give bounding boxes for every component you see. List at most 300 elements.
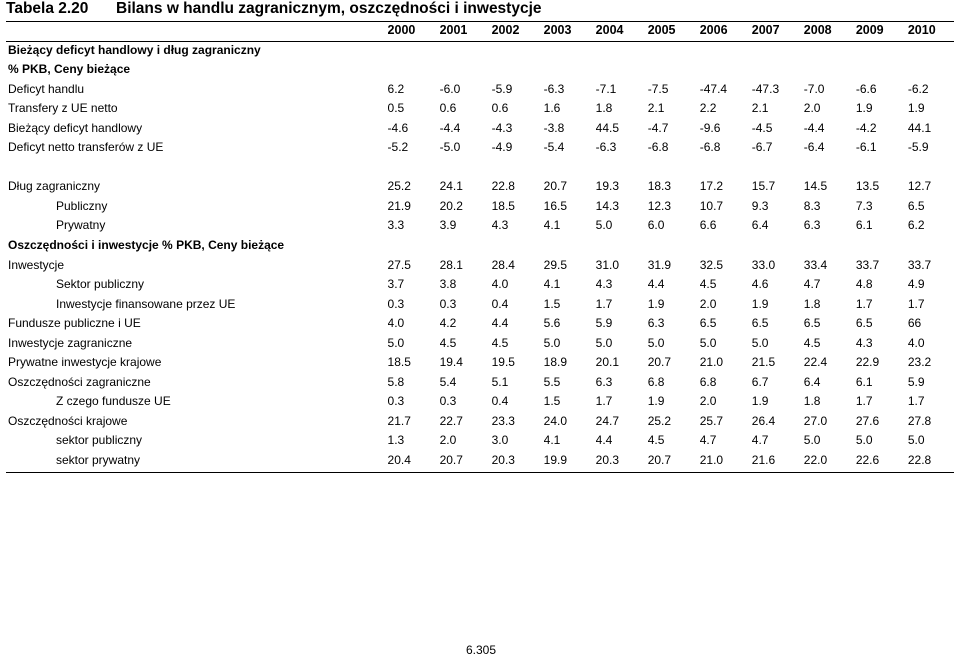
value-cell: 6.5 [907, 198, 925, 213]
value-cell: 12.7 [907, 179, 932, 194]
value-cell: -9.6 [699, 120, 721, 135]
value-cell: 4.4 [595, 433, 613, 448]
year-header-2010: 2010 [907, 23, 936, 37]
value-cell: 3.3 [387, 218, 405, 233]
value-cell: 6.3 [803, 218, 821, 233]
value-cell: 20.4 [387, 453, 411, 468]
table-row [8, 119, 960, 139]
value-cell: 6.4 [803, 374, 821, 389]
value-cell [700, 41, 752, 61]
data-table [8, 21, 960, 471]
value-cell: -4.6 [387, 120, 409, 135]
value-cell: 1.9 [855, 101, 873, 116]
value-cell: 4.0 [491, 277, 509, 292]
value-cell: 24.1 [439, 179, 463, 194]
value-cell [856, 236, 908, 256]
value-cell [908, 41, 960, 61]
value-cell: 4.2 [439, 316, 457, 331]
value-cell: -4.2 [855, 120, 877, 135]
value-cell: 33.0 [751, 257, 776, 272]
value-cell: 5.0 [751, 335, 769, 350]
value-cell: 4.7 [751, 433, 769, 448]
value-cell: -6.3 [595, 140, 617, 155]
value-cell [596, 158, 648, 178]
value-cell: 31.9 [647, 257, 672, 272]
value-cell: 2.1 [751, 101, 769, 116]
value-cell: -5.0 [439, 140, 461, 155]
value-cell: 1.7 [855, 394, 873, 409]
value-cell: 6.2 [387, 81, 405, 96]
value-cell: -4.7 [647, 120, 669, 135]
value-cell: 20.7 [647, 355, 672, 370]
year-header-2009: 2009 [855, 23, 884, 37]
value-cell: 18.9 [543, 355, 567, 370]
value-cell: 14.5 [803, 179, 828, 194]
value-cell [856, 41, 908, 61]
value-cell: 6.3 [647, 316, 665, 331]
bottom-rule [6, 472, 954, 473]
value-cell [648, 60, 700, 80]
value-cell: 21.5 [751, 355, 776, 370]
value-cell [648, 236, 700, 256]
value-cell: 25.2 [647, 413, 672, 428]
year-header-2002: 2002 [491, 23, 520, 37]
value-cell: 44.1 [907, 120, 932, 135]
value-cell: 33.7 [855, 257, 880, 272]
value-cell [804, 60, 856, 80]
value-cell: -6.0 [439, 81, 461, 96]
value-cell [908, 158, 960, 178]
value-cell [752, 60, 804, 80]
value-cell [544, 60, 596, 80]
value-cell: 0.5 [387, 101, 405, 116]
value-cell: 18.3 [647, 179, 672, 194]
value-cell: 1.8 [803, 296, 821, 311]
value-cell: 8.3 [803, 198, 821, 213]
value-cell: -4.4 [803, 120, 825, 135]
value-cell: -4.5 [751, 120, 773, 135]
value-cell [752, 41, 804, 61]
value-cell: 4.1 [543, 277, 561, 292]
value-cell: 14.3 [595, 198, 620, 213]
value-cell: -4.9 [491, 140, 513, 155]
value-cell: 23.3 [491, 413, 515, 428]
value-cell: 2.2 [699, 101, 717, 116]
value-cell: 4.7 [803, 277, 821, 292]
value-cell: -6.6 [855, 81, 877, 96]
value-cell: -4.4 [439, 120, 461, 135]
value-cell: 15.7 [751, 179, 776, 194]
row-label: Inwestycje finansowane przez UE [56, 296, 236, 311]
year-header-2003: 2003 [543, 23, 572, 37]
value-cell: 4.7 [699, 433, 717, 448]
table-body [8, 41, 960, 471]
page-number: 6.305 [466, 643, 497, 657]
value-cell: -7.5 [647, 81, 669, 96]
value-cell: 22.7 [439, 413, 463, 428]
table-title [6, 0, 542, 18]
value-cell: 1.9 [647, 394, 665, 409]
table-row [8, 334, 960, 354]
value-cell: 19.3 [595, 179, 620, 194]
row-label: Prywatne inwestycje krajowe [8, 355, 162, 370]
table-row [8, 431, 960, 451]
value-cell: 0.3 [439, 394, 457, 409]
value-cell: 1.6 [543, 101, 561, 116]
value-cell: -7.1 [595, 81, 617, 96]
value-cell: 5.8 [387, 374, 405, 389]
table-row [8, 392, 960, 412]
value-cell [908, 60, 960, 80]
value-cell: 3.8 [439, 277, 457, 292]
year-header-2008: 2008 [803, 23, 832, 37]
value-cell: 5.0 [387, 335, 405, 350]
value-cell [492, 158, 544, 178]
value-cell: 23.2 [907, 355, 932, 370]
value-cell: 4.5 [439, 335, 457, 350]
value-cell: 1.7 [855, 296, 873, 311]
row-label: Bieżący deficyt handlowy i dług zagraniczny [8, 42, 261, 57]
table-row [8, 256, 960, 276]
table-row [8, 197, 960, 217]
value-cell: 22.4 [803, 355, 828, 370]
value-cell: 6.2 [907, 218, 925, 233]
value-cell: -5.9 [907, 140, 929, 155]
value-cell: 1.8 [595, 101, 613, 116]
value-cell: -5.2 [387, 140, 409, 155]
value-cell: 4.3 [855, 335, 873, 350]
value-cell: -47.3 [751, 81, 780, 96]
value-cell: 4.1 [543, 433, 561, 448]
value-cell: 21.7 [387, 413, 411, 428]
value-cell: 27.6 [855, 413, 880, 428]
value-cell: 5.0 [855, 433, 873, 448]
value-cell: 28.1 [439, 257, 463, 272]
value-cell: 6.4 [751, 218, 769, 233]
value-cell: 22.8 [491, 179, 515, 194]
value-cell: -6.8 [699, 140, 721, 155]
section-row [8, 60, 960, 80]
value-cell: 27.5 [387, 257, 411, 272]
value-cell [388, 236, 440, 256]
row-label: sektor prywatny [56, 453, 141, 468]
value-cell: 28.4 [491, 257, 515, 272]
table-number: Tabela 2.20 [6, 0, 89, 17]
value-cell: 1.9 [647, 296, 665, 311]
table-row [8, 353, 960, 373]
value-cell: 1.7 [907, 394, 925, 409]
table-row [8, 138, 960, 158]
value-cell [752, 236, 804, 256]
value-cell [544, 236, 596, 256]
value-cell: 22.9 [855, 355, 880, 370]
value-cell: 6.1 [855, 218, 873, 233]
section-row [8, 236, 960, 256]
value-cell: 6.1 [855, 374, 873, 389]
value-cell: 2.0 [699, 296, 717, 311]
year-header-2000: 2000 [387, 23, 416, 37]
value-cell: -6.8 [647, 140, 669, 155]
value-cell: 22.8 [907, 453, 932, 468]
row-label: Inwestycje zagraniczne [8, 335, 133, 350]
row-label: Dług zagraniczny [8, 179, 101, 194]
value-cell: 0.4 [491, 296, 509, 311]
value-cell: 6.3 [595, 374, 613, 389]
value-cell: 3.9 [439, 218, 457, 233]
value-cell: 0.3 [387, 394, 405, 409]
value-cell [544, 41, 596, 61]
value-cell [700, 158, 752, 178]
row-label: Oszczędności zagraniczne [8, 374, 151, 389]
row-label: Sektor publiczny [56, 277, 145, 292]
value-cell [440, 236, 492, 256]
value-cell: 1.9 [751, 296, 769, 311]
value-cell [856, 158, 908, 178]
value-cell: 5.6 [543, 316, 561, 331]
value-cell: 24.0 [543, 413, 567, 428]
value-cell: 21.0 [699, 355, 724, 370]
value-cell [596, 236, 648, 256]
value-cell: -3.8 [543, 120, 565, 135]
value-cell: 17.2 [699, 179, 724, 194]
value-cell: 4.4 [491, 316, 509, 331]
value-cell: 20.3 [491, 453, 515, 468]
value-cell: -7.0 [803, 81, 825, 96]
value-cell: 4.1 [543, 218, 561, 233]
value-cell [700, 236, 752, 256]
value-cell: 5.5 [543, 374, 561, 389]
value-cell: 2.1 [647, 101, 665, 116]
value-cell: -6.2 [907, 81, 929, 96]
value-cell [440, 41, 492, 61]
value-cell: 20.3 [595, 453, 620, 468]
value-cell: 4.6 [751, 277, 769, 292]
table-row [8, 451, 960, 471]
value-cell: 2.0 [803, 101, 821, 116]
value-cell [648, 41, 700, 61]
row-label: Oszczędności krajowe [8, 413, 128, 428]
value-cell [544, 158, 596, 178]
value-cell [440, 60, 492, 80]
year-header-2004: 2004 [595, 23, 624, 37]
value-cell: 1.9 [907, 101, 925, 116]
value-cell [856, 60, 908, 80]
value-cell: 1.5 [543, 394, 561, 409]
row-label: Deficyt netto transferów z UE [8, 140, 164, 155]
value-cell [596, 41, 648, 61]
value-cell: 4.5 [803, 335, 821, 350]
value-cell: 12.3 [647, 198, 672, 213]
value-cell: 5.0 [647, 335, 665, 350]
year-header-2005: 2005 [647, 23, 676, 37]
value-cell: 20.7 [439, 453, 463, 468]
value-cell: 10.7 [699, 198, 724, 213]
row-label: Deficyt handlu [8, 81, 85, 96]
value-cell: 4.9 [907, 277, 925, 292]
value-cell: 2.0 [699, 394, 717, 409]
header-row [8, 21, 960, 41]
row-label: % PKB, Ceny bieżące [8, 62, 131, 77]
value-cell: 27.8 [907, 413, 932, 428]
value-cell: 5.0 [595, 218, 613, 233]
value-cell: 13.5 [855, 179, 880, 194]
value-cell: 20.2 [439, 198, 463, 213]
value-cell: 1.7 [907, 296, 925, 311]
value-cell: 4.3 [595, 277, 613, 292]
value-cell [492, 236, 544, 256]
value-cell [648, 158, 700, 178]
row-label: Oszczędności i inwestycje % PKB, Ceny bieżące [8, 238, 285, 253]
value-cell: 18.5 [491, 198, 515, 213]
value-cell: 20.7 [543, 179, 567, 194]
value-cell: 4.5 [647, 433, 665, 448]
value-cell: 0.4 [491, 394, 509, 409]
value-cell: 33.7 [907, 257, 932, 272]
value-cell: 1.3 [387, 433, 405, 448]
value-cell: 21.0 [699, 453, 724, 468]
value-cell: -6.1 [855, 140, 877, 155]
value-cell [492, 41, 544, 61]
value-cell: 5.0 [543, 335, 561, 350]
row-label: Bieżący deficyt handlowy [8, 120, 143, 135]
table-row [8, 412, 960, 432]
value-cell: 1.8 [803, 394, 821, 409]
value-cell: 20.7 [647, 453, 672, 468]
value-cell: 20.1 [595, 355, 620, 370]
value-cell: 2.0 [439, 433, 457, 448]
value-cell [804, 236, 856, 256]
value-cell: 5.0 [907, 433, 925, 448]
value-cell: -5.4 [543, 140, 565, 155]
value-cell [388, 158, 440, 178]
value-cell [388, 41, 440, 61]
value-cell: 4.5 [491, 335, 509, 350]
value-cell: 1.7 [595, 394, 613, 409]
value-cell: 4.5 [699, 277, 717, 292]
value-cell: 16.5 [543, 198, 567, 213]
value-cell: 21.6 [751, 453, 776, 468]
value-cell [596, 60, 648, 80]
value-cell: -6.4 [803, 140, 825, 155]
value-cell: 25.2 [387, 179, 411, 194]
row-label: Publiczny [56, 198, 108, 213]
value-cell: 4.4 [647, 277, 665, 292]
table-row [8, 295, 960, 315]
value-cell: 5.1 [491, 374, 509, 389]
value-cell [492, 60, 544, 80]
value-cell: 6.8 [647, 374, 665, 389]
value-cell: 7.3 [855, 198, 873, 213]
value-cell [388, 60, 440, 80]
row-label [8, 158, 388, 178]
value-cell: 6.0 [647, 218, 665, 233]
value-cell: 29.5 [543, 257, 567, 272]
value-cell: 5.0 [803, 433, 821, 448]
table-row [8, 314, 960, 334]
value-cell: 6.8 [699, 374, 717, 389]
value-cell [700, 60, 752, 80]
value-cell: -47.4 [699, 81, 728, 96]
value-cell: 5.0 [595, 335, 613, 350]
value-cell: 1.9 [751, 394, 769, 409]
value-cell [752, 158, 804, 178]
value-cell: 19.9 [543, 453, 567, 468]
value-cell: 33.4 [803, 257, 828, 272]
value-cell: 6.6 [699, 218, 717, 233]
value-cell: -6.7 [751, 140, 773, 155]
value-cell: 3.0 [491, 433, 509, 448]
row-label: Z czego fundusze UE [56, 394, 171, 409]
value-cell: 21.9 [387, 198, 411, 213]
value-cell: 1.5 [543, 296, 561, 311]
value-cell: 5.0 [699, 335, 717, 350]
value-cell: 4.3 [491, 218, 509, 233]
year-header-2001: 2001 [439, 23, 468, 37]
value-cell [804, 158, 856, 178]
year-header-2006: 2006 [699, 23, 728, 37]
value-cell: -6.3 [543, 81, 565, 96]
row-label: Prywatny [56, 218, 106, 233]
value-cell: 0.6 [439, 101, 457, 116]
value-cell: 66 [907, 316, 922, 331]
value-cell: 31.0 [595, 257, 620, 272]
value-cell: 4.8 [855, 277, 873, 292]
value-cell: 27.0 [803, 413, 828, 428]
value-cell: 0.3 [387, 296, 405, 311]
table-row [8, 216, 960, 236]
value-cell: 5.9 [907, 374, 925, 389]
value-cell: 22.0 [803, 453, 828, 468]
value-cell: 24.7 [595, 413, 620, 428]
row-label: Transfery z UE netto [8, 101, 118, 116]
value-cell: 0.6 [491, 101, 509, 116]
table-title-text: Bilans w handlu zagranicznym, oszczędności i inwestycje [116, 0, 542, 17]
value-cell [440, 158, 492, 178]
section-row [8, 41, 960, 61]
value-cell: 32.5 [699, 257, 724, 272]
table-row [8, 177, 960, 197]
value-cell: 19.4 [439, 355, 463, 370]
header-rule [6, 41, 954, 42]
value-cell: 3.7 [387, 277, 405, 292]
value-cell: 6.5 [751, 316, 769, 331]
year-header-2007: 2007 [751, 23, 780, 37]
row-label: Inwestycje [8, 257, 65, 272]
value-cell [908, 236, 960, 256]
value-cell: 9.3 [751, 198, 769, 213]
table-row [8, 275, 960, 295]
value-cell: 6.7 [751, 374, 769, 389]
value-cell: 1.7 [595, 296, 613, 311]
value-cell: 25.7 [699, 413, 724, 428]
row-label: Fundusze publiczne i UE [8, 316, 141, 331]
value-cell: 6.5 [803, 316, 821, 331]
value-cell: 6.5 [855, 316, 873, 331]
table-row [8, 80, 960, 100]
value-cell: 5.4 [439, 374, 457, 389]
row-label: sektor publiczny [56, 433, 143, 448]
value-cell: 26.4 [751, 413, 776, 428]
value-cell [804, 41, 856, 61]
header-label-cell [8, 21, 388, 41]
value-cell: 22.6 [855, 453, 880, 468]
value-cell: -4.3 [491, 120, 513, 135]
value-cell: 19.5 [491, 355, 515, 370]
value-cell: 44.5 [595, 120, 620, 135]
value-cell: 6.5 [699, 316, 717, 331]
value-cell: 4.0 [387, 316, 405, 331]
value-cell: 5.9 [595, 316, 613, 331]
